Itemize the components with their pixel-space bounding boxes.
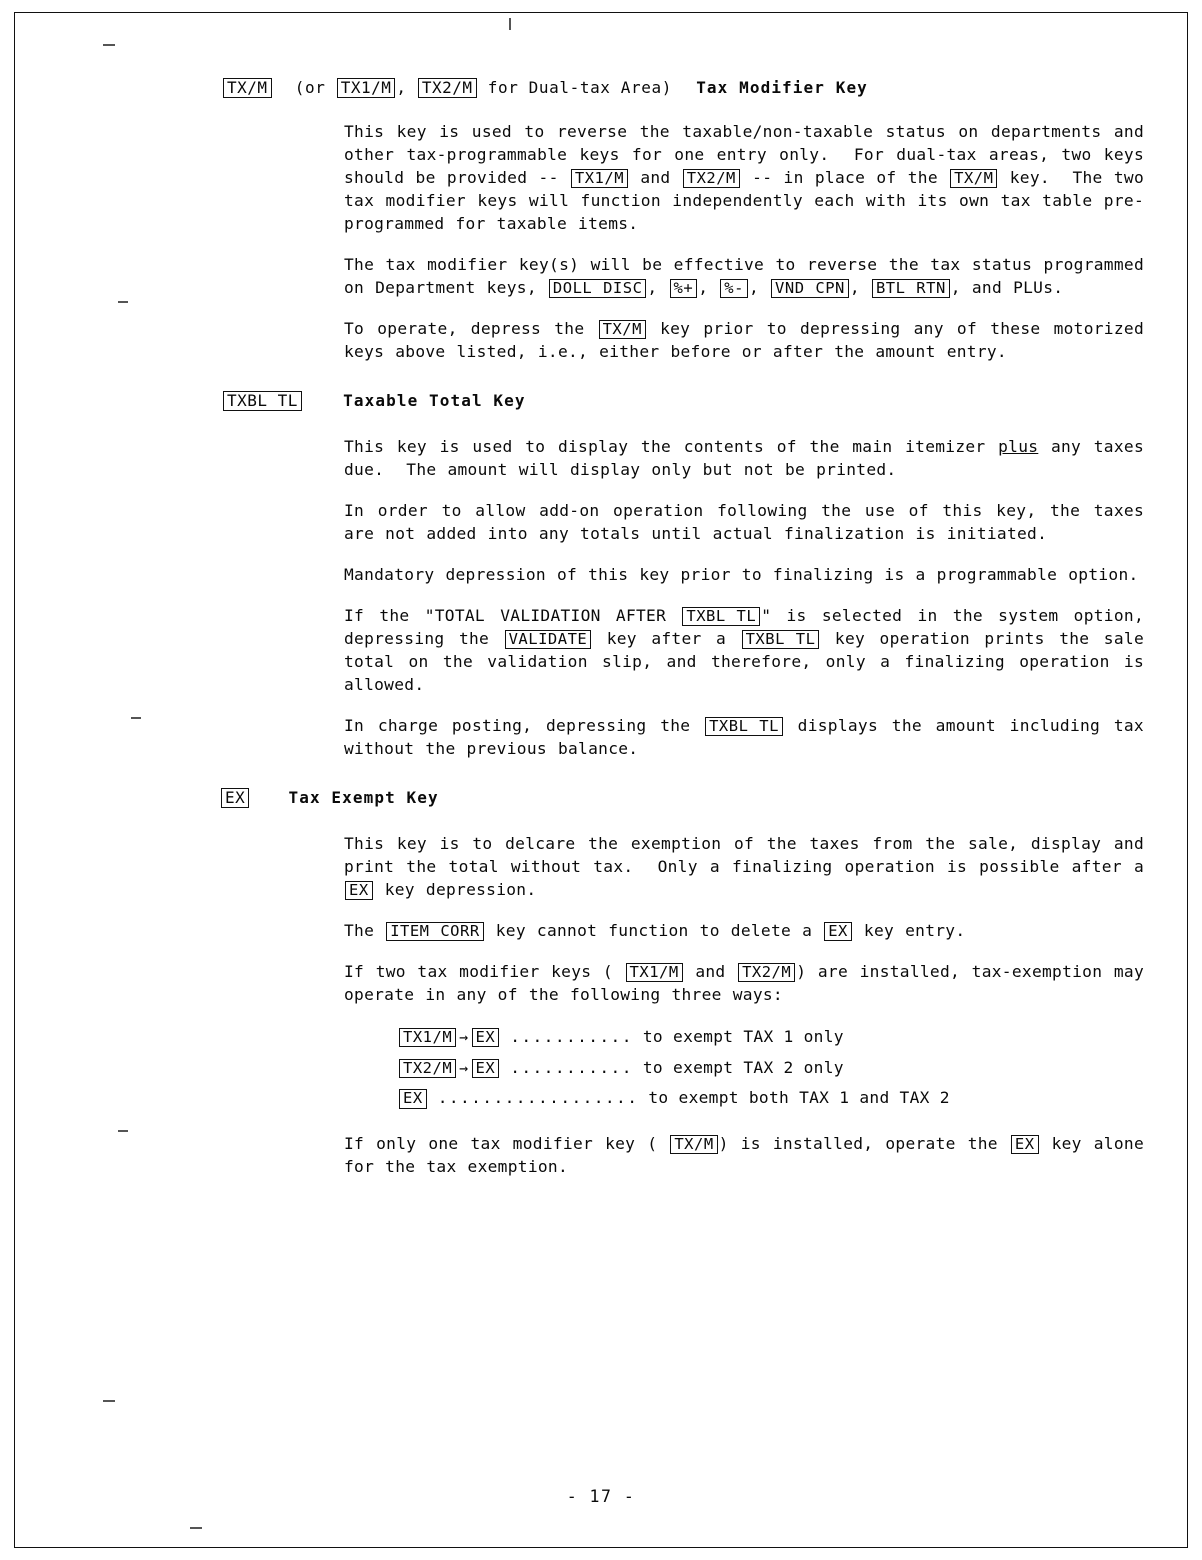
- key-txbl-tl: TXBL TL: [742, 630, 820, 649]
- section-title-tax-exempt: Tax Exempt Key: [288, 787, 439, 807]
- tick-left-5: [103, 1400, 115, 1402]
- key-ex: EX: [824, 922, 852, 941]
- list-item-description: to exempt TAX 2 only: [642, 1057, 844, 1077]
- section-tax-modifier: [222, 78, 1152, 363]
- key-tx2-m: TX2/M: [399, 1059, 456, 1078]
- key-tx-m: TX/M: [599, 320, 646, 339]
- heading-lead-open: (or: [294, 78, 326, 97]
- section-heading-tax-modifier: [222, 78, 1152, 98]
- leader-dots: ..................: [437, 1088, 639, 1108]
- heading-comma: ,: [396, 78, 407, 97]
- paragraph: This key is used to display the contents of the main itemizer plus any taxes due. The amount will display only but not be printed.: [344, 436, 1144, 479]
- key-tx2-m: TX2/M: [418, 78, 477, 98]
- leader-dots: ...........: [510, 1026, 633, 1046]
- list-item: [398, 1053, 1144, 1084]
- tick-left-2: [118, 301, 128, 303]
- paragraph: If two tax modifier keys ( TX1/M and TX2/M ) are installed, tax-exemption may operate in any of the following three ways:: [344, 961, 1144, 1004]
- key-tx-m: TX/M: [670, 1135, 717, 1154]
- key-txbl-tl: TXBL TL: [682, 607, 760, 626]
- section-tax-exempt: [222, 788, 1152, 1178]
- key-ex: EX: [221, 788, 249, 808]
- key-percent-plus: %+: [670, 279, 698, 298]
- key-tx2-m: TX2/M: [738, 963, 795, 982]
- arrow-icon: →: [459, 1058, 469, 1077]
- key-txbl-tl: TXBL TL: [705, 717, 783, 736]
- key-ex: EX: [472, 1028, 500, 1047]
- leader-dots: ...........: [510, 1057, 633, 1077]
- key-percent-minus: %-: [720, 279, 748, 298]
- arrow-icon: →: [459, 1027, 469, 1046]
- key-tx1-m: TX1/M: [626, 963, 683, 982]
- document-body: [222, 78, 1152, 1178]
- section-body-tax-modifier: [344, 120, 1144, 363]
- heading-lead-close: for Dual-tax Area): [487, 78, 672, 97]
- paragraph: To operate, depress the TX/M key prior to depressing any of these motorized keys above listed, i.e., either before or after the amount entry.: [344, 318, 1144, 361]
- section-body-tax-exempt: [344, 832, 1144, 1178]
- page-number: - 17 -: [566, 1487, 636, 1506]
- key-txbl-tl: TXBL TL: [223, 391, 302, 411]
- section-spacer: [222, 760, 1152, 788]
- key-tx-m: TX/M: [223, 78, 272, 98]
- paragraph: If only one tax modifier key ( TX/M ) is installed, operate the EX key alone for the tax exemption.: [344, 1134, 1144, 1177]
- paragraph: If the "TOTAL VALIDATION AFTER TXBL TL " is selected in the system option, depressing the VALIDATE key after a TXBL TL key operation prints the sale total on the validation slip, and therefore, only a finalizing operation is allowed.: [344, 605, 1144, 694]
- key-tx1-m: TX1/M: [337, 78, 396, 98]
- list-item-description: to exempt both TAX 1 and TAX 2: [648, 1088, 950, 1108]
- section-heading-tax-exempt: [220, 788, 1152, 808]
- exemption-options-list: [398, 1022, 1144, 1114]
- key-tx-m: TX/M: [950, 169, 997, 188]
- paragraph: This key is used to reverse the taxable/non-taxable status on departments and other tax-programmable keys for one entry only. For dual-tax areas, two keys should be provided -- TX1/M and TX2/M -- in place of the TX/M key. The two tax modifier keys will function independently each with its own tax table pre-programmed for taxable items.: [344, 121, 1144, 233]
- emphasis-plus: plus: [998, 436, 1039, 456]
- tick-left-4: [118, 1130, 128, 1132]
- key-tx1-m: TX1/M: [399, 1028, 456, 1047]
- paragraph: The tax modifier key(s) will be effective to reverse the tax status programmed on Department keys, DOLL DISC , %+ , %- , VND CPN , BTL RTN , and PLUs.: [344, 254, 1144, 297]
- tick-left-1: [103, 44, 115, 46]
- key-vnd-cpn: VND CPN: [771, 279, 849, 298]
- section-title-tax-modifier: Tax Modifier Key: [696, 78, 868, 97]
- key-item-corr: ITEM CORR: [386, 922, 484, 941]
- key-validate: VALIDATE: [505, 630, 592, 649]
- paragraph: Mandatory depression of this key prior to finalizing is a programmable option.: [344, 564, 1139, 584]
- tick-bottom: [190, 1527, 202, 1529]
- paragraph: In charge posting, depressing the TXBL TL displays the amount including tax without the previous balance.: [344, 715, 1144, 758]
- list-item: [398, 1083, 1144, 1114]
- section-taxable-total: [222, 391, 1152, 760]
- key-ex: EX: [345, 881, 373, 900]
- paragraph: This key is to delcare the exemption of the taxes from the sale, display and print the total without tax. Only a finalizing operation is possible after a EX key depression.: [344, 833, 1144, 899]
- key-ex: EX: [1011, 1135, 1039, 1154]
- key-ex: EX: [399, 1089, 427, 1108]
- tick-left-3: [131, 717, 141, 719]
- section-title-taxable-total: Taxable Total Key: [343, 390, 526, 410]
- key-btl-rtn: BTL RTN: [872, 279, 950, 298]
- key-tx1-m: TX1/M: [571, 169, 628, 188]
- key-tx2-m: TX2/M: [683, 169, 740, 188]
- section-body-taxable-total: [344, 435, 1144, 760]
- tick-top: [509, 18, 511, 30]
- paragraph: In order to allow add-on operation following the use of this key, the taxes are not added into any totals until actual finalization is initiated.: [344, 500, 1144, 543]
- key-ex: EX: [472, 1059, 500, 1078]
- section-spacer: [222, 363, 1152, 391]
- paragraph: The ITEM CORR key cannot function to delete a EX key entry.: [344, 920, 966, 940]
- list-item: [398, 1022, 1144, 1053]
- list-item-description: to exempt TAX 1 only: [642, 1026, 844, 1046]
- key-doll-disc: DOLL DISC: [549, 279, 647, 298]
- section-heading-taxable-total: [222, 391, 1152, 411]
